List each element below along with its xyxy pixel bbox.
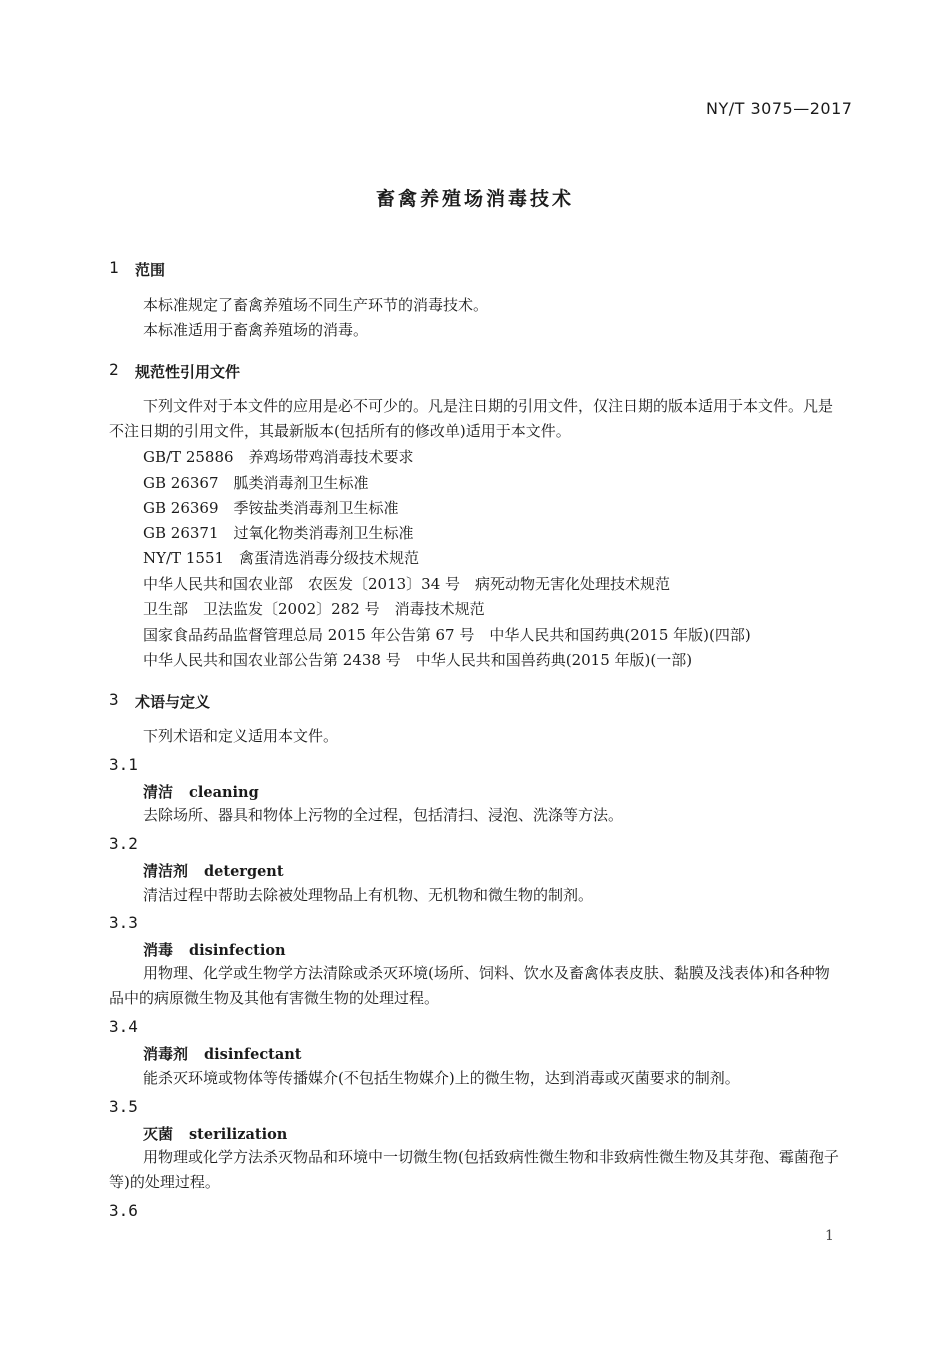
term-chinese: 灭菌 xyxy=(143,1125,174,1143)
section-1-number: 1 xyxy=(109,258,119,277)
term-english: cleaning xyxy=(189,784,259,801)
reference-item: 国家食品药品监督管理总局 2015 年公告第 67 号 中华人民共和国药典(2015 年版)(四部) xyxy=(143,626,751,644)
term-heading xyxy=(143,939,286,960)
term-number: 3.6 xyxy=(109,1201,138,1220)
section-2-number: 2 xyxy=(109,360,119,379)
term-heading xyxy=(143,1123,287,1144)
reference-item: 卫生部 卫法监发〔2002〕282 号 消毒技术规范 xyxy=(143,600,485,618)
term-chinese: 清洁剂 xyxy=(143,862,189,880)
term-chinese: 消毒 xyxy=(143,941,174,959)
reference-item: 中华人民共和国农业部 农医发〔2013〕34 号 病死动物无害化处理技术规范 xyxy=(143,575,671,593)
term-definition: 用物理或化学方法杀灭物品和环境中一切微生物(包括致病性微生物和非致病性微生物及其芽孢、霉菌孢子等)的处理过程。 xyxy=(109,1148,839,1191)
term-number: 3.4 xyxy=(109,1017,138,1036)
section-1-title: 范围 xyxy=(135,261,166,279)
term-number: 3.3 xyxy=(109,913,138,932)
term-number: 3.5 xyxy=(109,1097,138,1116)
reference-item: 中华人民共和国农业部公告第 2438 号 中华人民共和国兽药典(2015 年版)(一部) xyxy=(143,651,693,669)
section-3-intro: 下列术语和定义适用本文件。 xyxy=(143,727,339,745)
term-english: sterilization xyxy=(189,1126,288,1143)
reference-item: GB/T 25886 养鸡场带鸡消毒技术要求 xyxy=(143,448,414,466)
term-definition: 清洁过程中帮助去除被处理物品上有机物、无机物和微生物的制剂。 xyxy=(143,886,594,904)
standard-code: NY/T 3075—2017 xyxy=(706,99,853,118)
reference-item: GB 26369 季铵盐类消毒剂卫生标准 xyxy=(143,499,399,517)
section-2-title: 规范性引用文件 xyxy=(135,363,241,381)
page-number: 1 xyxy=(825,1228,834,1244)
term-number: 3.2 xyxy=(109,834,138,853)
section-1-paragraph: 本标准规定了畜禽养殖场不同生产环节的消毒技术。 xyxy=(143,296,489,314)
term-definition: 去除场所、器具和物体上污物的全过程，包括清扫、浸泡、洗涤等方法。 xyxy=(143,806,624,824)
term-english: disinfection xyxy=(189,942,286,959)
term-definition: 用物理、化学或生物学方法清除或杀灭环境(场所、饲料、饮水及畜禽体表皮肤、黏膜及浅表体)和各种物品中的病原微生物及其他有害微生物的处理过程。 xyxy=(109,964,830,1007)
document-title: 畜禽养殖场消毒技术 xyxy=(375,188,574,210)
term-number: 3.1 xyxy=(109,755,138,774)
term-chinese: 清洁 xyxy=(143,783,174,801)
section-1-paragraph: 本标准适用于畜禽养殖场的消毒。 xyxy=(143,321,369,339)
term-heading xyxy=(143,1043,302,1064)
reference-item: NY/T 1551 禽蛋清选消毒分级技术规范 xyxy=(143,549,420,567)
term-english: detergent xyxy=(204,863,284,880)
section-3-title: 术语与定义 xyxy=(135,693,211,711)
term-heading xyxy=(143,860,284,881)
term-definition: 能杀灭环境或物体等传播媒介(不包括生物媒介)上的微生物，达到消毒或灭菌要求的制剂。 xyxy=(143,1069,740,1087)
term-english: disinfectant xyxy=(204,1046,302,1063)
term-chinese: 消毒剂 xyxy=(143,1045,189,1063)
reference-item: GB 26371 过氧化物类消毒剂卫生标准 xyxy=(143,524,414,542)
section-3-number: 3 xyxy=(109,690,119,709)
term-heading xyxy=(143,781,259,802)
section-2-intro: 下列文件对于本文件的应用是必不可少的。凡是注日期的引用文件，仅注日期的版本适用于本文件。凡是不注日期的引用文件，其最新版本(包括所有的修改单)适用于本文件。 xyxy=(109,397,834,440)
reference-item: GB 26367 胍类消毒剂卫生标准 xyxy=(143,474,369,492)
